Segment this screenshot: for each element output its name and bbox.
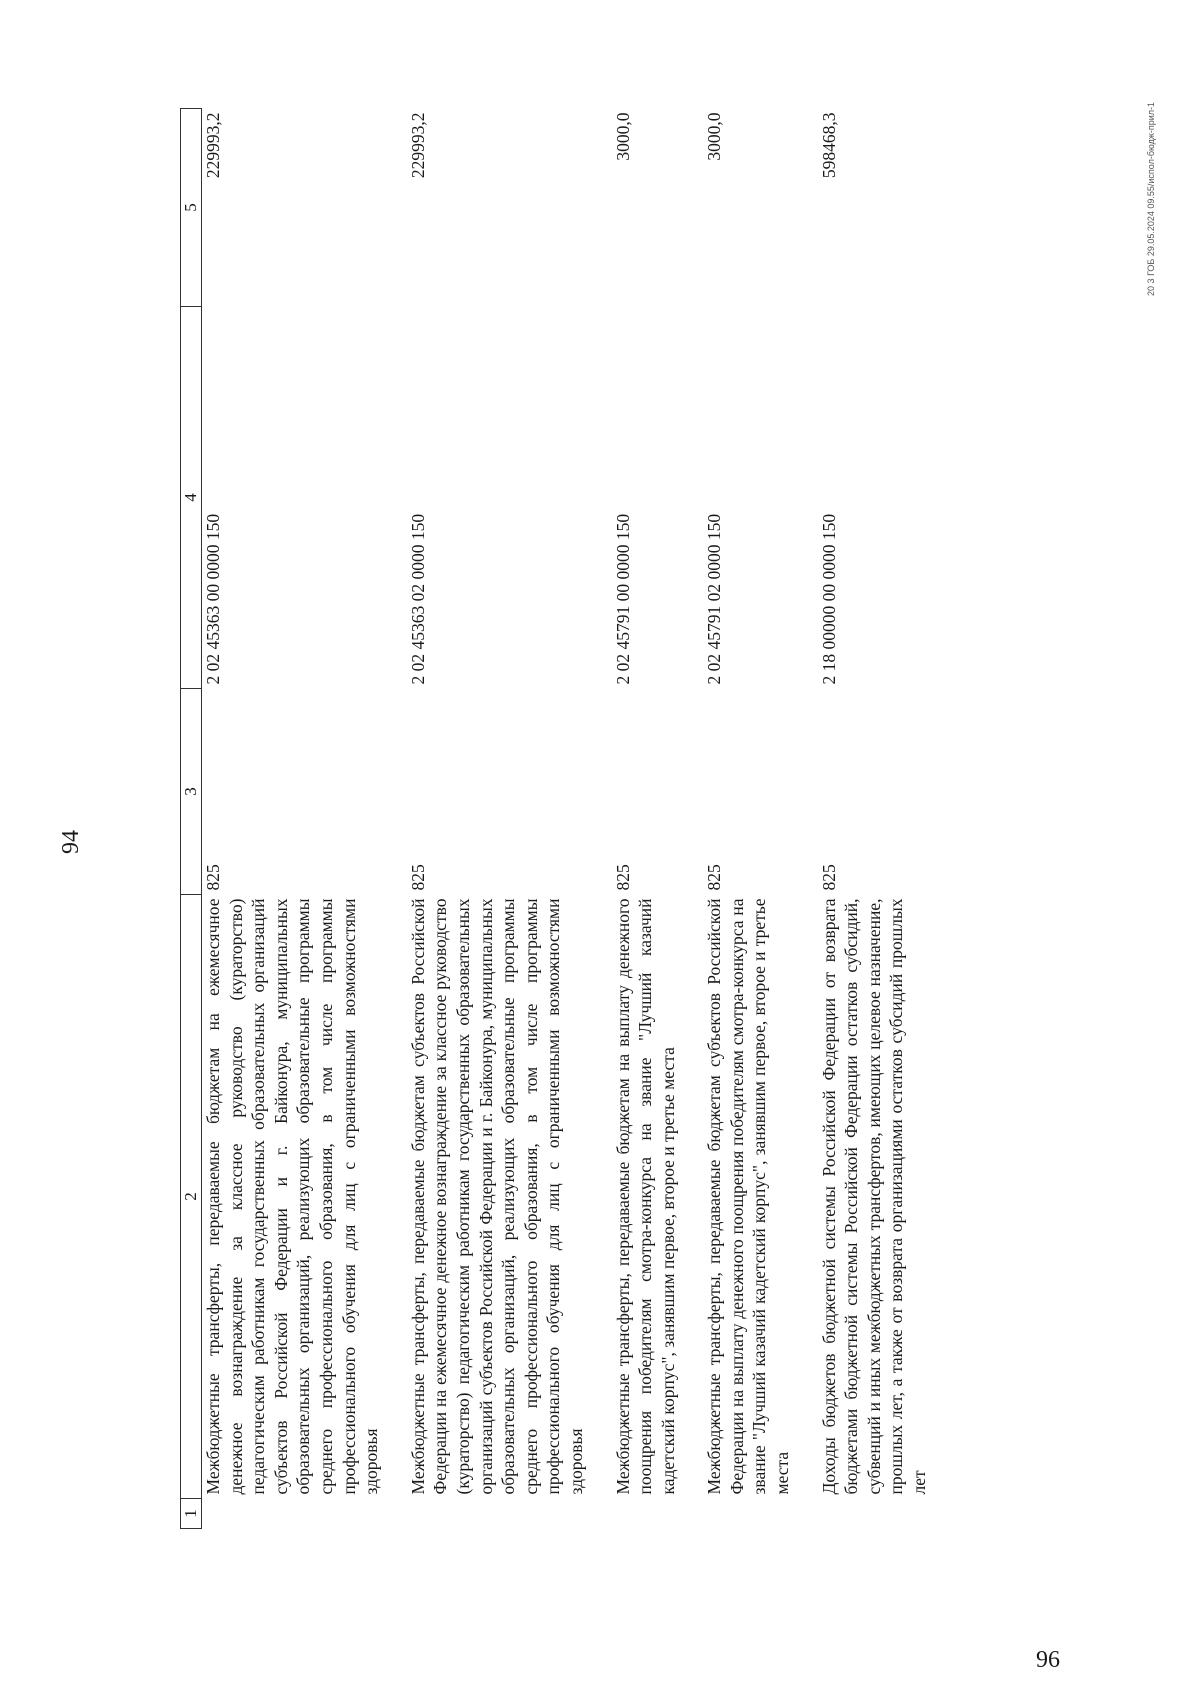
budget-code-cell: 2 02 45363 00 0000 150 bbox=[203, 513, 223, 685]
amount-cell: 229993,2 bbox=[203, 112, 223, 179]
row-number-cell bbox=[202, 1499, 407, 1529]
amount-cell: 229993,2 bbox=[407, 112, 428, 179]
column-header-1: 1 bbox=[181, 1499, 202, 1529]
sheet-number: 96 bbox=[1036, 1647, 1060, 1673]
table-row bbox=[202, 109, 407, 1529]
table-row bbox=[612, 109, 704, 1529]
amount-cell: 598468,3 bbox=[818, 112, 839, 179]
table-header-row bbox=[181, 109, 202, 1529]
admin-code-cell: 825 bbox=[818, 864, 839, 891]
row-number-cell bbox=[612, 1499, 704, 1529]
admin-code-cell: 825 bbox=[704, 864, 725, 891]
admin-code-cell: 825 bbox=[612, 864, 633, 891]
amount-cell: 3000,0 bbox=[612, 112, 633, 161]
admin-code-cell: 825 bbox=[407, 864, 428, 891]
table-row bbox=[407, 109, 612, 1529]
budget-code-cell: 2 02 45791 02 0000 150 bbox=[704, 513, 725, 685]
revenue-table bbox=[180, 108, 955, 1529]
column-header-5: 5 bbox=[181, 109, 202, 307]
column-header-3: 3 bbox=[181, 689, 202, 895]
row-number-cell bbox=[703, 1499, 817, 1529]
amount-cell: 3000,0 bbox=[704, 112, 725, 161]
description-cell: Межбюджетные трансферты, передаваемые бюджетам субъектов Российской Федерации на выплату денежного поощрения победителям смотра-конкурса на звание "Лучший казачий кадетский корпус", занявшим первое, второе и третье места bbox=[704, 898, 793, 1495]
description-cell: Межбюджетные трансферты, передаваемые бюджетам субъектов Российской Федерации на ежемесячное денежное вознаграждение за классное руководство (кураторство) педагогическим работникам государственных образовательных организаций субъектов Российской Федерации и г. Байконура, муниципальных образовательных организаций, реализующих образовательные программы среднего профессионального образования, в том числе программы профессионального обучения для лиц с ограниченными возможностями здоровья bbox=[407, 898, 586, 1495]
footer-file-stamp: 20 3 ГОБ 29.05.2024 09.55/испол-бюдж-прил-1 bbox=[1146, 102, 1156, 296]
column-header-4: 4 bbox=[181, 307, 202, 689]
description-cell: Межбюджетные трансферты, передаваемые бюджетам на выплату денежного поощрения победителям смотра-конкурса на звание "Лучший казачий кадетский корпус", занявшим первое, второе и третье места bbox=[612, 898, 678, 1495]
budget-code-cell: 2 02 45363 02 0000 150 bbox=[407, 513, 428, 685]
budget-code-cell: 2 02 45791 00 0000 150 bbox=[612, 513, 633, 685]
budget-code-cell: 2 18 00000 00 0000 150 bbox=[818, 513, 839, 685]
page-number: 94 bbox=[58, 830, 84, 854]
row-number-cell bbox=[818, 1499, 955, 1529]
description-cell: Межбюджетные трансферты, передаваемые бюджетам на ежемесячное денежное вознаграждение за классное руководство (кураторство) педагогическим работникам государственных образовательных организаций субъектов Российской Федерации и г. Байконура, муниципальных образовательных организаций, реализующих образовательные программы среднего профессионального образования, в том числе программы профессионального обучения для лиц с ограниченными возможностями здоровья bbox=[203, 898, 382, 1495]
description-cell: Доходы бюджетов бюджетной системы Российской Федерации от возврата бюджетами бюджетной системы Российской Федерации остатков субсидий, субвенций и иных межбюджетных трансфертов, имеющих целевое назначение, прошлых лет, а также от возврата организациями остатков субсидий прошлых лет bbox=[818, 898, 930, 1495]
column-header-2: 2 bbox=[181, 895, 202, 1499]
table-row bbox=[818, 109, 955, 1529]
admin-code-cell: 825 bbox=[203, 864, 223, 891]
row-number-cell bbox=[407, 1499, 612, 1529]
table-row bbox=[703, 109, 817, 1529]
